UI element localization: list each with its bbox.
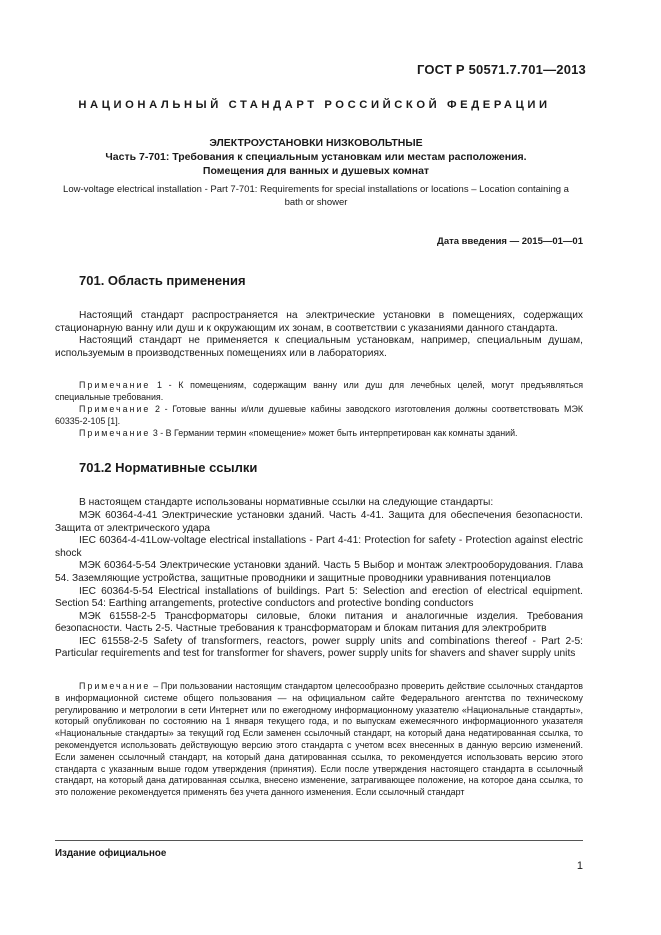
page-number: 1 [576,860,583,872]
note [55,380,583,404]
note-label: Примечание [79,403,151,414]
title-ru-line3: Помещения для ванных и душевых комнат [202,165,430,177]
paragraph: Настоящий стандарт распространяется на электрические установки в помещениях, содержащих стационарную ванну или душ и к окружающим их зонам, в соответствии с указаниями данного стандарта. [55,310,583,334]
title-ru-line2: Часть 7-701: Требования к специальным установкам или местам расположения. [105,151,527,163]
reference-item: МЭК 60364-4-41 Электрические установки зданий. Часть 4-41. Защита для обеспечения безопасности. Защита от электрического удара [55,509,583,534]
national-standard-heading: НАЦИОНАЛЬНЫЙ СТАНДАРТ РОССИЙСКОЙ ФЕДЕРАЦИИ [78,99,551,111]
paragraph: Настоящий стандарт не применяется к специальным установкам, например, специальным душам, используемым в производственных помещениях или в лабораториях. [55,335,583,359]
reference-item: В настоящем стандарте использованы нормативные ссылки на следующие стандарты: [79,497,494,509]
note-text: 2 - Готовые ванны и/или душевые кабины заводского изготовления должны соответствовать МЭК 60335-2-105 [1]. [55,403,583,426]
title-ru-line1: ЭЛЕКТРОУСТАНОВКИ НИЗКОВОЛЬТНЫЕ [209,137,423,149]
note-label: Примечание [79,380,151,391]
main-content [55,272,583,799]
reference-item: МЭК 60364-5-54 Электрические установки зданий. Часть 5 Выбор и монтаж электрооборудования. Глава 54. Заземляющие устройства, защитные проводники и защитные проводники уравнивания потенциалов [55,560,583,584]
reference-item: МЭК 61558-2-5 Трансформаторы силовые, блоки питания и аналогичные изделия. Требования безопасности. Часть 2-5. Частные требования к трансформаторам и блокам питания для электробритв [55,610,583,635]
note [55,681,583,799]
reference-item: IEC 61558-2-5 Safety of transformers, reactors, power supply units and combinations thereof - Part 2-5: Particular requirements and test for transformer for shavers, power supply units for shavers and shaver supply units [55,635,583,660]
note [55,404,583,428]
note-label: Примечание [79,681,151,692]
note-text: 1 - К помещениям, содержащим ванну или душ для лечебных целей, могут предъявляться специальные требования. [55,380,583,403]
section-heading-references: 701.2 Нормативные ссылки [79,460,258,476]
title-block [56,136,576,209]
note-text: 3 - В Германии термин «помещение» может быть интерпретирован как комнаты зданий. [150,427,518,438]
footer-divider [55,840,583,841]
reference-item: IEC 60364-5-54 Electrical installations of buildings. Part 5: Selection and erection of electrical equipment. Section 54: Earthing arrangements, protective conductors and protective bonding conductors [55,585,583,610]
section-heading-scope: 701. Область применения [79,273,246,288]
reference-item: IEC 60364-4-41Low-voltage electrical installations - Part 4-41: Protection for safety - Protection against electric shock [55,535,583,559]
title-en: Low-voltage electrical installation - Part 7-701: Requirements for special installations or locations – Location containing a bath or shower [63,184,569,208]
document-number: ГОСТ Р 50571.7.701—2013 [416,62,586,77]
edition-label: Издание официальное [55,848,167,859]
introduction-date: Дата введения — 2015—01—01 [437,236,583,247]
note-text: – При пользовании настоящим стандартом целесообразно проверить действие ссылочных стандартов в информационной системе общего пользования — на официальном сайте Федерального агентства по техническому регулированию и метрологии в сети Интернет или по ежегодному информационному указателю «Национальные стандарты», который опубликован по состоянию на 1 января текущего года, и по выпускам ежемесячного информационного указателя «Национальные стандарты» за текущий год Если заменен ссылочный стандарт, на который дана недатированная ссылка, то рекомендуется использовать действующую версию этого стандарта с учетом всех внесенных в данную версию изменений. Если заменен ссылочный стандарт, на который дана датированная ссылка, то рекомендуется использовать версию этого стандарта с указанным выше годом утверждения (принятия). Если после утверждения настоящего стандарта в ссылочный стандарт, на который дана датированная ссылка, внесено изменение, затрагивающее положение, на которое дана ссылка, то это положение рекомендуется применять без учета данного изменения. Если ссылочный стандарт [55,681,583,798]
note [55,428,583,440]
note-label: Примечание [79,427,151,438]
